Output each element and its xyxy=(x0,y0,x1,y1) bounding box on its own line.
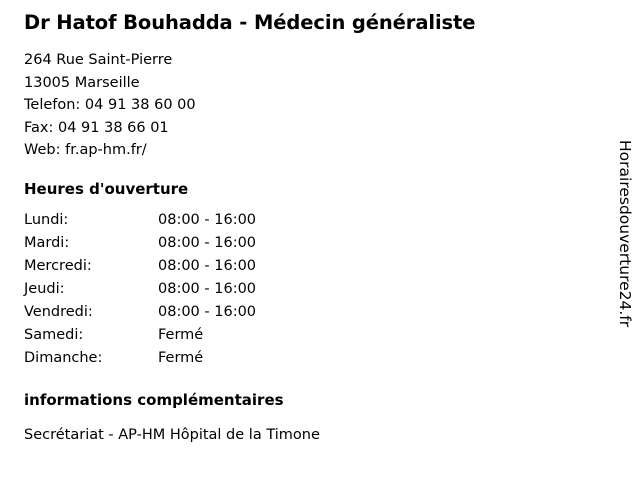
opening-hours-heading: Heures d'ouverture xyxy=(24,179,189,198)
day-hours: 08:00 - 16:00 xyxy=(158,211,257,228)
opening-hours-body xyxy=(24,212,256,373)
day-label: Jeudi: xyxy=(24,280,65,297)
additional-info-text: Secrétariat - AP-HM Hôpital de la Timone xyxy=(24,426,320,443)
document-content xyxy=(24,10,584,445)
table-row xyxy=(24,327,256,350)
address-street: 264 Rue Saint-Pierre xyxy=(24,52,173,69)
day-hours: 08:00 - 16:00 xyxy=(158,234,257,251)
table-row xyxy=(24,304,256,327)
table-row xyxy=(24,235,256,258)
opening-hours-table xyxy=(24,212,256,373)
day-label: Mercredi: xyxy=(24,257,92,274)
day-hours: Fermé xyxy=(158,349,204,366)
day-label: Mardi: xyxy=(24,234,70,251)
watermark-label: Horairesdouverture24.fr xyxy=(616,140,634,328)
table-row xyxy=(24,281,256,304)
day-label: Vendredi: xyxy=(24,303,93,320)
day-label: Lundi: xyxy=(24,211,69,228)
day-hours: 08:00 - 16:00 xyxy=(158,303,257,320)
fax-number: Fax: 04 91 38 66 01 xyxy=(24,119,169,136)
day-hours: 08:00 - 16:00 xyxy=(158,257,257,274)
day-label: Dimanche: xyxy=(24,349,103,366)
table-row xyxy=(24,258,256,281)
address-block xyxy=(24,49,584,162)
day-hours: 08:00 - 16:00 xyxy=(158,280,257,297)
table-row xyxy=(24,350,256,373)
day-label: Samedi: xyxy=(24,326,84,343)
page-title: Dr Hatof Bouhadda - Médecin généraliste xyxy=(24,11,476,34)
phone-number: Telefon: 04 91 38 60 00 xyxy=(24,97,196,114)
address-city: 13005 Marseille xyxy=(24,74,140,91)
table-row xyxy=(24,212,256,235)
day-hours: Fermé xyxy=(158,326,204,343)
additional-info-heading: informations complémentaires xyxy=(24,390,284,409)
website-url[interactable]: Web: fr.ap-hm.fr/ xyxy=(24,142,147,159)
